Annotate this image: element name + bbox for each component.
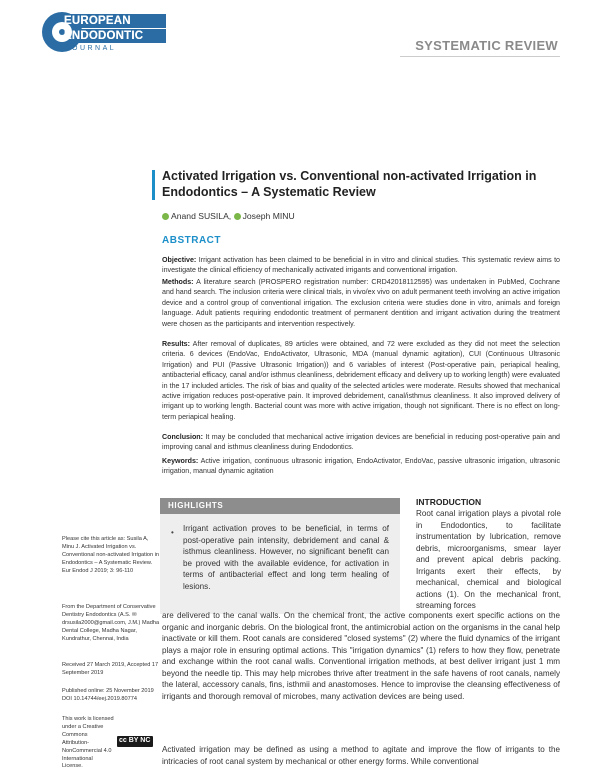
author-list [162,211,295,221]
cc-badge-label: cc BY NC [119,737,151,744]
introduction-column-text: Root canal irrigation plays a pivotal role in Endodontics, to facilitate instrumentation by lubrication, remove debris, microorganisms, smear layer and prevent apical debris packing. Irrigants exert their effects, by mechanical, chemical and biological actions (1). On the mechanical front, streaming forces [416,509,561,610]
author-name: Anand SUSILA, [171,211,232,221]
abstract-methods [162,277,560,329]
journal-logo [42,10,162,54]
logo-line-2: ENDODONTIC [64,30,144,42]
publication-info: Published online: 25 November 2019 DOI 10.14744/eej.2019.80774 [62,688,154,702]
header-divider [400,56,560,57]
article-title: Activated Irrigation vs. Conventional non-activated Irrigation in Endodontics – A Systematic Review [162,169,537,199]
results-label: Results: [162,340,190,348]
methods-text: A literature search (PROSPERO registration number: CRD42018112595) was undertaken in PubMed, Cochrane and hand search. The inclusion criteria were clinical trials, in vivo/ex vivo on adult permanent teeth involving an active irrigation device and a control group of conventional irrigation. The exclusion criteria were studies done in vitro, animals and foreign language. Adult patients requiring endodontic treatment of permanent dentition and irrigant activation during the treatment were chosen as the participants and intervention respectively. [162,278,560,328]
abstract-results [162,339,560,422]
section-label: SYSTEMATIC REVIEW [415,38,558,53]
abstract-heading: ABSTRACT [162,235,221,246]
abstract-keywords [162,456,560,477]
keywords-text: Active irrigation, continuous ultrasonic irrigation, EndoActivator, EndoVac, passive ultrasonic irrigation, ultrasonic irrigation, manual dynamic agitation [162,457,560,476]
logo-line-1: EUROPEAN [64,15,131,27]
license-note: This work is licensed under a Creative Commons Attribution-NonCommercial 4.0 International License. [62,716,114,770]
bullet-icon: • [171,528,174,537]
logo-line-3: JOURNAL [66,45,117,52]
keywords-label: Keywords: [162,457,199,465]
orcid-icon[interactable] [162,213,169,220]
introduction-paragraph: are delivered to the canal walls. On the chemical front, the active components exert specific actions on the organic and inorganic debris. On the biological front, the antimicrobial action on the organisms in the canal help inactivate or kill them. Root canals are considered "closed systems" (2) where the fluid dynamics of the irrigant plays a major role in ensuring optimal actions. This "irrigation dynamics" (1) refers to how they flow, penetrate and exchange within the root canal walls. Conventional irrigation methods, at best deliver irrigant just 1 mm beyond the needle tip. This may help microbes thrive after treatment in the safe havens of root canals, namely the lateral, accessory canals, fins, isthmii and anastomoses. Hence to improvise the cleansing effectiveness of irrigants and thorough removal of microbes, many activation devices are being used. [162,611,560,701]
title-accent-bar [152,170,155,200]
received-date: Received 27 March 2019, Accepted 17 September 2019 [62,662,159,676]
highlights-heading: HIGHLIGHTS [168,501,224,510]
introduction-heading: INTRODUCTION [416,497,482,507]
introduction-paragraph-2: Activated irrigation may be defined as using a method to agitate and improve the flow of irrigants to the intricacies of root canal system by mechanical or other energy forms. While conventional [162,745,560,766]
highlights-header [160,498,400,514]
abstract-objective [162,255,560,276]
author-name: Joseph MINU [242,211,295,221]
affiliation-note: From the Department of Conservative Dentistry Endodontics (A.S. ✉ drsusila2000@gmail.com, J.M.) Madha Dental College, Madha Nagar, Kundrathur, Chennai, India [62,604,160,642]
objective-text: Irrigant activation has been claimed to be beneficial in in vitro and clinical studies. This systematic review aims to investigate the clinical efficiency of mechanically activated irrigants and conventional irrigation. [162,256,560,275]
abstract-conclusion [162,432,560,453]
objective-label: Objective: [162,256,197,264]
orcid-icon[interactable] [234,213,241,220]
results-text: After removal of duplicates, 89 articles were obtained, and 72 were excluded as they did not meet the selection criteria. 6 devices (EndoVac, EndoActivator, Ultrasonic, MDA (manual dynamic agitation), CUI (Continuous Ultrasonic Irrigation) and PUI (Passive Ultrasonic Irrigation)) and 6 variables of interest (Post-operative pain, periapical healing, antibacterial efficacy, canal and/or isthmus cleanliness, debridement efficacy and delivery up to working length) were evaluated in the 17 included articles. The risk of bias and quality of the selected articles were moderate. Results showed that mechanical active irrigation reduces post-operative pain. It improved debridement, canal/isthmus cleanliness. It also improved delivery of irrigant up to working length. Bacterial count was more with active irrigation, though not significant. There is no effect on long-term periapical healing. [162,340,560,421]
citation-note: Please cite this article as: Susila A, Minu J. Activated Irrigation vs. Conventional non-activated Irrigation in Endodontics – A Systematic Review. Eur Endod J 2019; 3: 96-110 [62,536,160,574]
highlights-text: Irrigant activation proves to be beneficial, in terms of post-operative pain intensity, debridement and canal & isthmus cleanliness. However, no significant benefit can be proved with the available evidence, for activation in terms of antibacterial effect and long term healing of lesions. [183,524,389,591]
conclusion-label: Conclusion: [162,433,203,441]
creative-commons-icon[interactable] [117,736,153,747]
methods-label: Methods: [162,278,194,286]
conclusion-text: It may be concluded that mechanical active irrigation devices are beneficial in reducing post-operative pain and improving canal and isthmus cleanliness during Endodontics. [162,433,560,452]
